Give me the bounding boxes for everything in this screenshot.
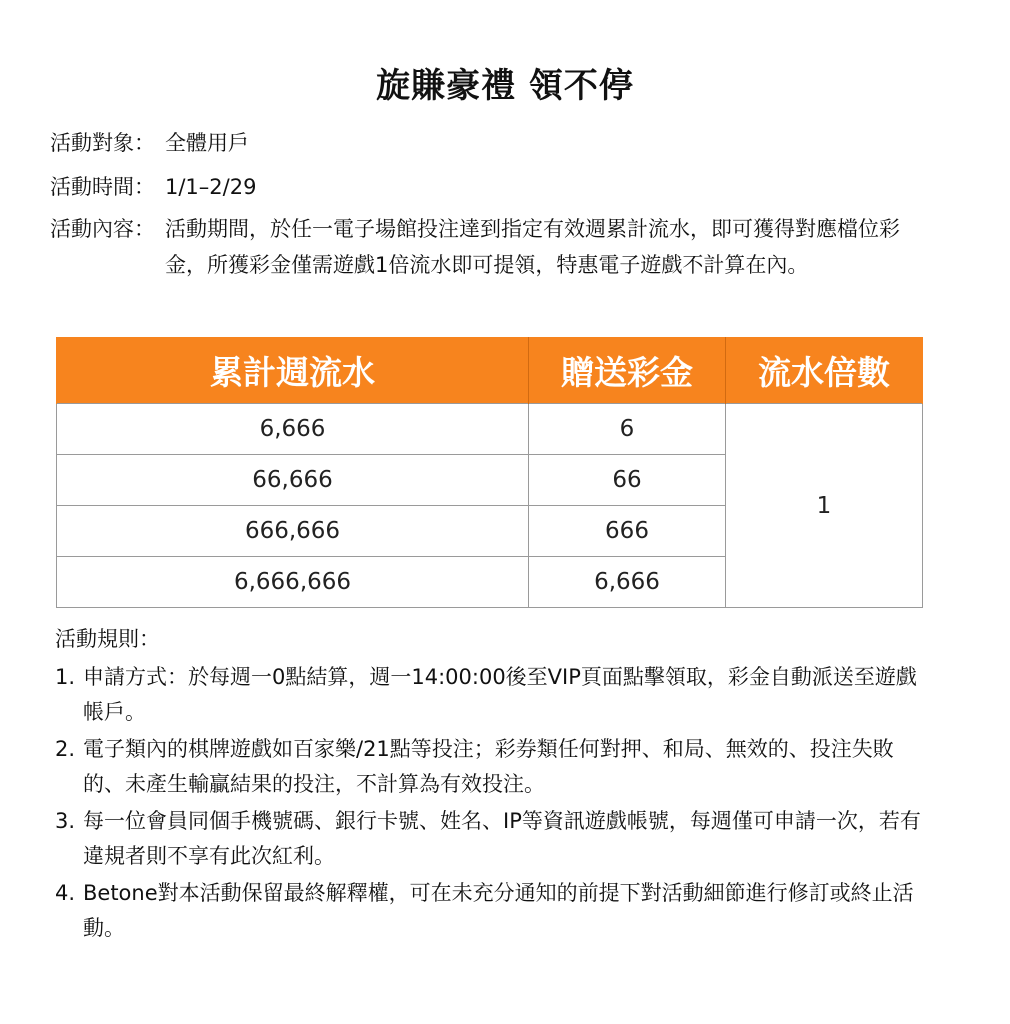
rules-heading: 活動規則： <box>55 627 160 651</box>
multiplier-cell: 1 <box>726 404 923 608</box>
rule-text: 申請方式：於每週一0點結算，週一14:00:00後至VIP頁面點擊領取，彩金自動派送至遊戲帳戶。 <box>83 665 917 724</box>
rule-text: Betone對本活動保留最終解釋權，可在未充分通知的前提下對活動細節進行修訂或終止活動。 <box>83 881 914 940</box>
rule-text: 每一位會員同個手機號碼、銀行卡號、姓名、IP等資訊遊戲帳號，每週僅可申請一次，若有違規者則不享有此次紅利。 <box>83 809 921 868</box>
bonus-table-container <box>56 337 922 610</box>
rules-section <box>55 622 935 948</box>
time-label: 活動時間： <box>50 175 155 199</box>
rule-item <box>55 876 935 946</box>
info-target-row <box>50 125 930 161</box>
rule-number: 4. <box>55 881 76 905</box>
turnover-cell: 6,666 <box>57 404 529 455</box>
turnover-cell: 66,666 <box>57 455 529 506</box>
info-time-row <box>50 169 930 205</box>
bonus-table <box>56 337 923 608</box>
turnover-cell: 6,666,666 <box>57 557 529 608</box>
bonus-cell: 6,666 <box>529 557 726 608</box>
rule-text: 電子類內的棋牌遊戲如百家樂/21點等投注；彩券類任何對押、和局、無效的、投注失敗的、未產生輸贏結果的投注，不計算為有效投注。 <box>83 737 894 796</box>
bonus-cell: 666 <box>529 506 726 557</box>
rule-number: 2. <box>55 737 76 761</box>
rule-item <box>55 732 935 802</box>
info-content-row <box>50 211 930 283</box>
rule-number: 3. <box>55 809 76 833</box>
page-title: 旋賺豪禮 領不停 <box>376 66 634 106</box>
target-label: 活動對象： <box>50 131 155 155</box>
table-row <box>57 404 923 455</box>
header-bonus: 贈送彩金 <box>529 337 726 404</box>
content-value: 活動期間，於任一電子場館投注達到指定有效週累計流水，即可獲得對應檔位彩金，所獲彩金僅需遊戲1倍流水即可提領，特惠電子遊戲不計算在內。 <box>165 217 900 277</box>
time-value: 1/1–2/29 <box>165 175 257 199</box>
bonus-cell: 66 <box>529 455 726 506</box>
header-multiplier: 流水倍數 <box>726 337 923 404</box>
turnover-cell: 666,666 <box>57 506 529 557</box>
content-label: 活動內容： <box>50 217 155 241</box>
bonus-cell: 6 <box>529 404 726 455</box>
rule-item <box>55 660 935 730</box>
header-turnover: 累計週流水 <box>57 337 529 404</box>
table-header-row <box>57 337 923 404</box>
target-value: 全體用戶 <box>165 131 249 155</box>
rule-number: 1. <box>55 665 76 689</box>
rule-item <box>55 804 935 874</box>
